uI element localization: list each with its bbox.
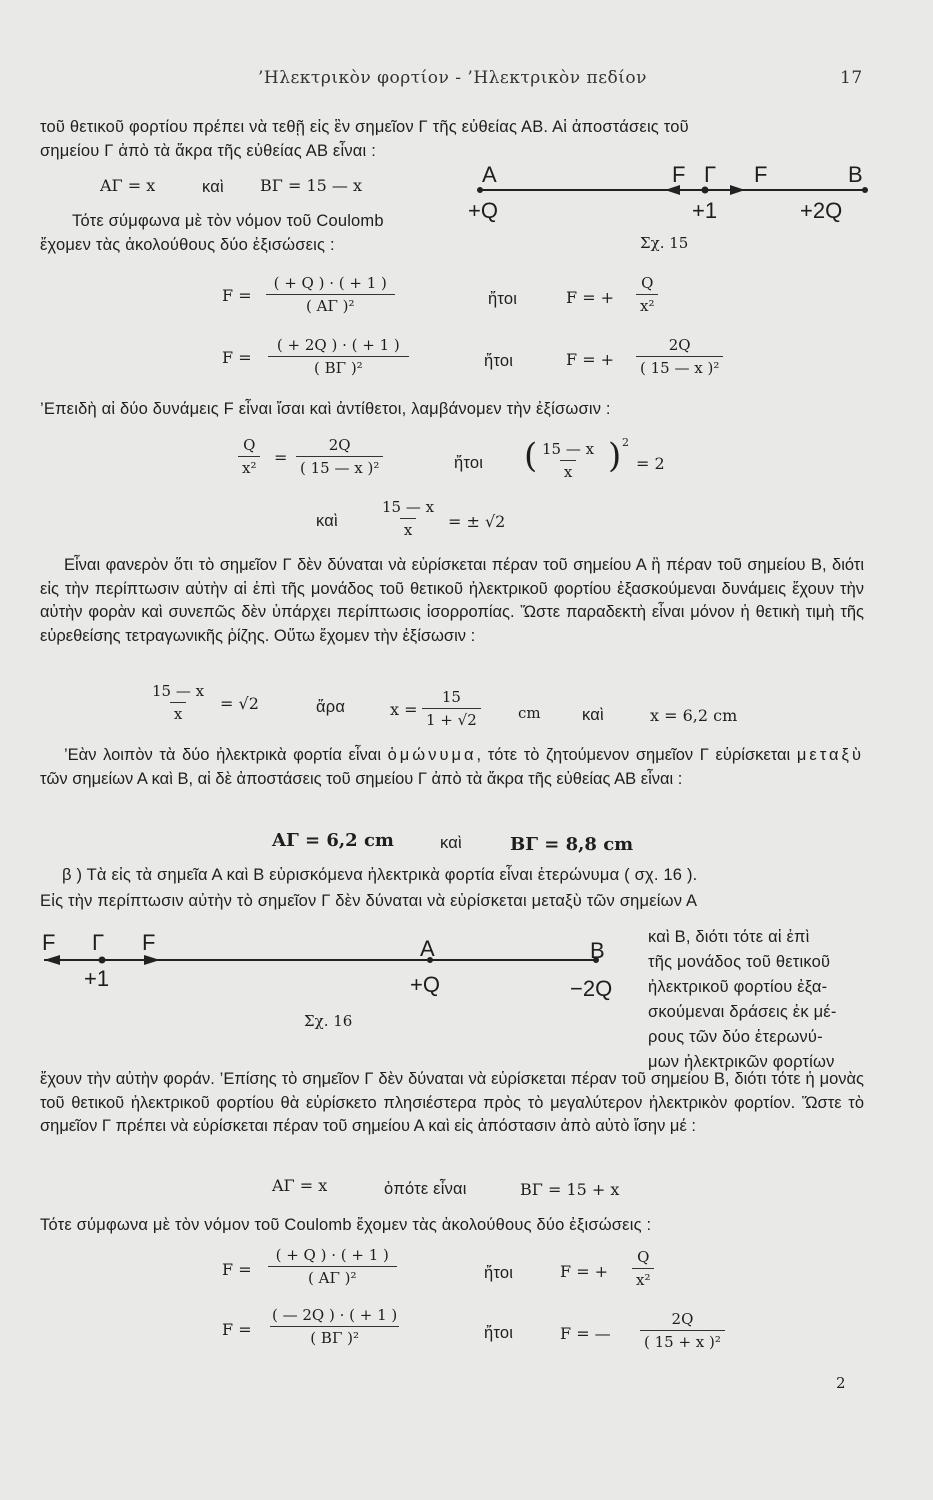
equation-rhs: = ± √2 [448,512,506,531]
denominator: x² [636,294,658,316]
denominator: x [170,702,186,724]
text-word: ἤτοι [488,290,518,308]
figure-caption: Σχ. 16 [304,1012,353,1030]
text-line: καὶ Β, διότι τότε αἱ ἐπὶ [648,928,810,946]
text-word: καὶ [582,706,604,724]
equation-rhs: F = + [566,350,615,369]
text-word: καὶ [440,834,462,852]
equation-rhs: F = — [560,1324,611,1343]
text-span: τῶν σημείων Α καὶ Β, αἱ δὲ ἀποστάσεις τοῦ σημείου Γ ἀπὸ τὰ ἄκρα τῆς εὐθείας ΑΒ εἶναι : [40,769,683,788]
text-line: ρους τῶν δύο ἑτερωνύ- [648,1028,823,1046]
equation-rhs: = 2 [636,454,665,473]
denominator: ( ΒΓ )² [270,1326,399,1348]
text-line: σημείου Γ ἀπὸ τὰ ἄκρα τῆς εὐθείας ΑΒ εἶναι : [40,142,376,160]
result: x = 6,2 cm [650,706,738,725]
text-line: μων ἠλεκτρικῶν φορτίων [648,1053,835,1071]
emphasis: ὁμώνυμα [387,746,477,764]
denominator: x² [238,456,260,478]
figure-caption: Σχ. 15 [640,234,689,252]
fraction [238,436,260,478]
numerator: 2Q [668,336,691,354]
equation: ΑΓ = x [272,1176,328,1195]
text-word: ἤτοι [484,352,514,370]
exponent: 2 [622,436,629,449]
text-line: Τότε σύμφωνα μὲ τὸν νόμον τοῦ Coulomb ἔχομεν τὰς ἀκολούθους δύο ἐξισώσεις : [40,1216,652,1234]
charge-label: +2Q [800,198,843,223]
numerator: ( + Q ) · ( + 1 ) [273,274,387,292]
text-word: καὶ [202,178,224,196]
result-ag: ΑΓ = 6,2 cm [272,830,394,851]
result-bg: ΒΓ = 8,8 cm [510,834,634,855]
denominator: ( ΑΓ )² [268,1266,397,1288]
denominator: x [560,460,576,482]
point-label-a: A [482,162,497,187]
numerator: ( + Q ) · ( + 1 ) [275,1246,389,1264]
force-label: F [672,162,686,187]
paren-left: ( [524,436,538,476]
fraction [266,274,395,316]
signature-mark: 2 [836,1374,846,1392]
force-label: F [142,930,156,955]
equation-lhs: x = [390,700,418,719]
text-span: , τότε τὸ ζητούμενον σημεῖον Γ εὑρίσκεται [476,746,791,764]
text-line: ἔχομεν τὰς ἀκολούθους δύο ἐξισώσεις : [40,236,335,254]
denominator: ( 15 + x )² [640,1330,725,1352]
point-label-b: B [590,938,605,963]
text-line: ’Επειδὴ αἱ δύο δυνάμεις F εἶναι ἴσαι καὶ ἀντίθετοι, λαμβάνομεν τὴν ἐξίσωσιν : [40,400,611,418]
charge-label: +1 [692,198,718,223]
paren-right: ) [608,436,622,476]
fraction [538,440,598,482]
equation-lhs: F = [222,286,252,305]
denominator: ( 15 — x )² [636,356,723,378]
charge-label: +Q [410,972,440,997]
fraction [296,436,383,478]
fraction [378,498,438,540]
text-word: ἤτοι [484,1324,514,1342]
text-line: τοῦ θετικοῦ φορτίου πρέπει νὰ τεθῇ εἰς ἓν σημεῖον Γ τῆς εὐθείας ΑΒ. Αἱ ἀποστάσεις τοῦ [40,118,689,136]
text-word: ἤτοι [484,1264,514,1282]
fraction [636,336,723,378]
denominator: x² [632,1268,654,1290]
numerator: 2Q [328,436,351,454]
emphasis: μεταξὺ [796,746,864,764]
charge-label: −2Q [570,976,613,1001]
equation-lhs: F = [222,1320,252,1339]
equation-rhs: F = + [566,288,615,307]
text-word: ἄρα [316,698,346,716]
point-label-a: A [420,936,435,961]
text-line: β ) Τὰ εἰς τὰ σημεῖα Α καὶ Β εὑρισκόμενα ἠλεκτρικὰ φορτία εἶναι ἑτερώνυμα ( σχ. 16 ). [62,866,698,884]
numerator: 15 [441,688,461,706]
numerator: ( + 2Q ) · ( + 1 ) [276,336,400,354]
equation-lhs: F = [222,348,252,367]
equation: ΒΓ = 15 — x [260,176,362,195]
numerator: 2Q [671,1310,694,1328]
equation-rhs: F = + [560,1262,609,1281]
fraction [268,1306,401,1348]
numerator: Q [243,436,256,454]
fraction [632,1248,654,1290]
denominator: ( ΒΓ )² [268,356,409,378]
point-label-g: Γ [92,930,105,955]
running-header: ’Ηλεκτρικὸν φορτίον - ’Ηλεκτρικὸν πεδίον [258,68,647,88]
equation: ΑΓ = x [100,176,156,195]
denominator: ( 15 — x )² [296,456,383,478]
numerator: Q [641,274,654,292]
equation: ΒΓ = 15 + x [520,1180,620,1199]
unit: cm [518,704,541,722]
fraction [148,682,208,724]
denominator: 1 + √2 [422,708,481,730]
numerator: Q [637,1248,650,1266]
numerator: 15 — x [152,682,205,700]
charge-label: +Q [468,198,498,223]
denominator: x [400,518,416,540]
text-line: σκούμεναι δράσεις ἐκ μέ- [648,1003,837,1021]
text-line: ἠλεκτρικοῦ φορτίου ἐξα- [648,978,828,996]
fraction [640,1310,725,1352]
figure-16-line [40,940,620,980]
point-label-b: B [848,162,863,187]
fraction [636,274,658,316]
equation-lhs: F = [222,1260,252,1279]
page-number: 17 [840,68,863,88]
text-span: ’Εὰν λοιπὸν τὰ δύο ἠλεκτρικὰ φορτία εἶναι [64,746,381,764]
force-label: F [754,162,768,187]
text-line: τῆς μονάδος τοῦ θετικοῦ [648,953,831,971]
fraction [268,1246,397,1288]
numerator: 15 — x [382,498,435,516]
equation-rhs: = √2 [220,694,259,713]
text-line: Τότε σύμφωνα μὲ τὸν νόμον τοῦ Coulomb [72,212,384,230]
force-label: F [42,930,56,955]
fraction [268,336,409,378]
equals: = [274,448,288,467]
point-label-g: Γ [704,162,717,187]
numerator: ( — 2Q ) · ( + 1 ) [272,1306,398,1324]
charge-label: +1 [84,966,110,991]
paragraph [40,744,864,791]
denominator: ( ΑΓ )² [266,294,395,316]
text-word: ἤτοι [454,454,484,472]
text-word: ὁπότε εἶναι [384,1180,467,1198]
paragraph: ἔχουν τὴν αὐτὴν φοράν. ’Επίσης τὸ σημεῖον Γ δὲν δύναται νὰ εὑρίσκεται πέραν τοῦ σημείου Β, διότι τότε ἡ μονὰς τοῦ θετικοῦ ἠλεκτρικοῦ φορτίου θὰ εὑρίσκετο πλησιέστερα πρὸς τὸ μεγαλύτερον ἠλεκτρικὸν φορτίον. Ὥστε τὸ σημεῖον Γ πρέπει νὰ εὑρίσκεται πέραν τοῦ σημείου Α καὶ εἰς ἀπόστασιν ἀπὸ αὐτὸ ἴσην μέ : [40,1070,864,1136]
paragraph: Εἶναι φανερὸν ὅτι τὸ σημεῖον Γ δὲν δύναται νὰ εὑρίσκεται πέραν τοῦ σημείου Α ἢ πέραν τοῦ σημείου Β, διότι εἰς τὴν περίπτωσιν αὐτὴν αἱ ἐπὶ τῆς μονάδος τοῦ θετικοῦ ἠλεκτρικοῦ φορτίου ἐξασκούμεναι δυνάμεις ἔχουν τὴν αὐτὴν φορὰν καὶ συνεπῶς δὲν ὑπάρχει περίπτωσις ἰσορροπίας. Ὥστε παραδεκτὴ εἶναι μόνον ἡ θετικὴ τιμὴ τῆς εὑρεθείσης τετραγωνικῆς ῥίζης. Οὕτω ἔχομεν τὴν ἐξίσωσιν : [40,556,864,645]
numerator: 15 — x [542,440,595,458]
fraction [422,688,481,730]
text-line: Εἰς τὴν περίπτωσιν αὐτὴν τὸ σημεῖον Γ δὲν δύναται νὰ εὑρίσκεται μεταξὺ τῶν σημείων Α [40,892,698,910]
text-word: καὶ [316,512,338,530]
